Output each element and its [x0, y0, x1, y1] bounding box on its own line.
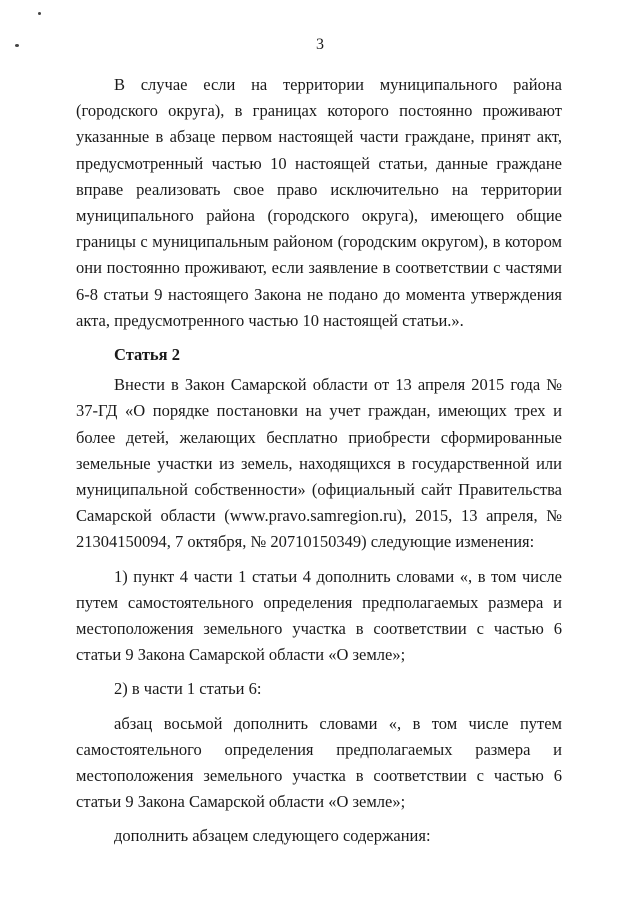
list-item-2: 2) в части 1 статьи 6:: [114, 679, 262, 699]
article-heading: Статья 2: [114, 345, 180, 365]
page-number: 3: [316, 36, 324, 53]
paragraph-amendment-intro: Внести в Закон Самарской области от 13 апреля 2015 года № 37-ГД «О порядке постановки на учет граждан, имеющих трех и более детей, желающих бесплатно приобрести сформированные земельные участки из земель, находящихся в государственной или муниципальной собственности» (официальный сайт Правительства Самарской области (www.pravo.samregion.ru), 2015, 13 апреля, № 21304150094, 7 октября, № 20710150349) следующие изменения:: [76, 375, 562, 552]
list-item-1: 1) пункт 4 части 1 статьи 4 дополнить словами «, в том числе путем самостоятельного определения предполагаемых размера и местоположения земельного участка в соответствии с частью 6 статьи 9 Закона Самарской области «О земле»;: [76, 566, 562, 665]
paragraph-add-abzac: дополнить абзацем следующего содержания:: [114, 826, 431, 846]
scan-speck: [38, 12, 41, 15]
paragraph-eighth-abzac: абзац восьмой дополнить словами «, в том числе путем самостоятельного определения предполагаемых размера и местоположения земельного участка в соответствии с частью 6 статьи 9 Закона Самарской области «О земле»;: [76, 713, 562, 812]
document-body: [76, 72, 562, 850]
paragraph-closing-clause: В случае если на территории муниципального района (городского округа), в границах которого постоянно проживают указанные в абзаце первом настоящей части граждане, принят акт, предусмотренный частью 10 настоящей статьи, данные граждане вправе реализовать свое право исключительно на территории муниципального района (городского округа), имеющего общие границы с муниципальным районом (городским округом), в котором они постоянно проживают, если заявление в соответствии с частями 6-8 статьи 9 настоящего Закона не подано до момента утверждения акта, предусмотренного частью 10 настоящей статьи.».: [76, 75, 562, 330]
